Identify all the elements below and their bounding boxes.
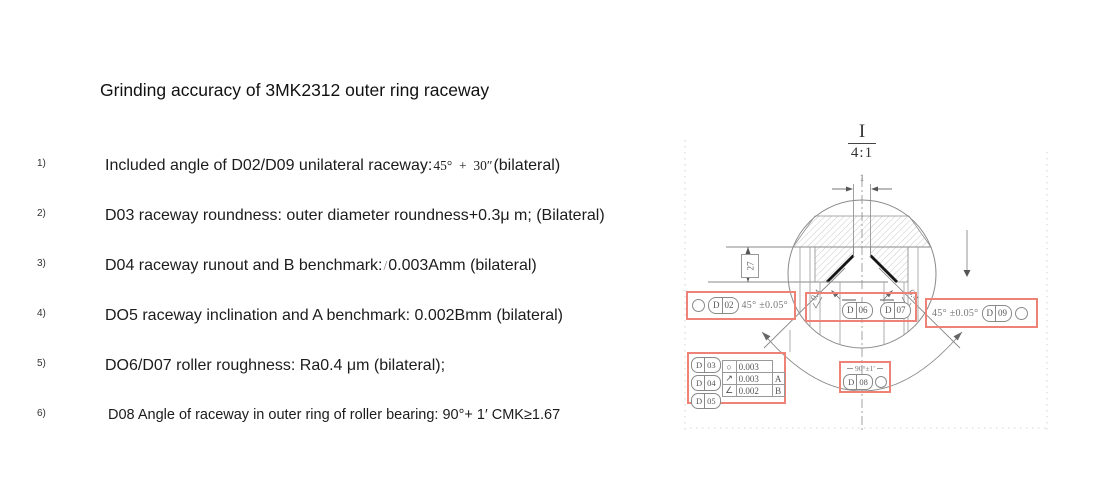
- item-number: 3): [37, 258, 46, 269]
- dim-tick: [847, 368, 853, 369]
- tolerance-value: 0.002: [736, 384, 773, 397]
- angle-tolerance-right: 45° ±0.05°: [932, 307, 979, 319]
- item-number: 4): [37, 308, 46, 319]
- roughness-value-right: 0.4: [906, 287, 921, 303]
- highlight-box-included-angle: [839, 361, 891, 393]
- tolerance-value: 0.003: [736, 372, 773, 385]
- page-title: Grinding accuracy of 3MK2312 outer ring raceway: [100, 80, 490, 100]
- item-text: Included angle of D02/D09 unilateral raceway:45° + 30″(bilateral): [105, 157, 561, 174]
- tolerance-row: [723, 385, 785, 397]
- balloon-d09: D 09: [982, 305, 1013, 322]
- runout-symbol: /: [383, 258, 388, 273]
- runout-symbol: ↗: [722, 372, 737, 385]
- item-number: 5): [37, 358, 46, 369]
- balloon-d06: D 06: [842, 302, 873, 319]
- roundness-symbol: ○: [722, 360, 737, 373]
- balloon-d03: D 03: [691, 357, 721, 373]
- detail-view-label: [840, 122, 884, 162]
- highlight-box-tolerance-block: [687, 352, 786, 404]
- dimension-depth-value: 27: [745, 261, 755, 271]
- item-text: D08 Angle of raceway in outer ring of roller bearing: 90°+ 1′ CMK≥1.67: [108, 407, 561, 423]
- datum-letter: B: [772, 384, 785, 397]
- tolerance-value: 0.003: [736, 360, 773, 373]
- datum-circle: [1015, 307, 1028, 320]
- highlight-box-left-angle: [686, 291, 796, 320]
- datum-letter: A: [772, 372, 785, 385]
- balloon-d02: D 02: [708, 297, 739, 314]
- item-text: D03 raceway roundness: outer diameter roundness+0.3μ m; (Bilateral): [105, 207, 605, 224]
- balloon-d05: D 05: [691, 393, 721, 409]
- item-text: D04 raceway runout and B benchmark:/0.003Amm (bilateral): [105, 257, 537, 274]
- balloon-d04: D 04: [691, 375, 721, 391]
- balloon-d07: D 07: [880, 302, 911, 319]
- item-number: 6): [37, 408, 46, 419]
- angularity-symbol: ∠: [722, 384, 737, 397]
- tolerance-balloons: [691, 357, 721, 409]
- item-text: DO5 raceway inclination and A benchmark: 0.002Bmm (bilateral): [105, 307, 563, 324]
- item-number: 2): [37, 208, 46, 219]
- detail-scale: 4:1: [850, 145, 874, 161]
- cad-value: 45° + 30″: [433, 158, 493, 173]
- balloon-d08: D 08: [843, 374, 873, 390]
- technical-drawing: [680, 100, 1090, 445]
- fraction-line: [848, 143, 876, 144]
- dimension-depth-box: [741, 254, 759, 278]
- datum-circle: [875, 376, 887, 388]
- angle-tolerance-left: 45° ±0.05°: [741, 300, 788, 311]
- dimension-top-width: 1: [859, 173, 865, 183]
- roughness-value-left: 0.4: [808, 287, 823, 303]
- item-text: DO6/D07 roller roughness: Ra0.4 μm (bilateral);: [105, 357, 446, 374]
- included-angle-value: 90°±1′: [854, 364, 875, 373]
- dim-tick: [877, 368, 883, 369]
- item-number: 1): [37, 158, 46, 169]
- datum-circle: [692, 299, 705, 312]
- detail-letter: I: [858, 121, 866, 142]
- highlight-box-right-angle: [925, 298, 1038, 328]
- highlight-box-raceway-surfaces: [805, 292, 917, 322]
- tolerance-block: [689, 354, 784, 409]
- included-angle-callout: [841, 363, 889, 391]
- feature-control-frame: [723, 361, 785, 397]
